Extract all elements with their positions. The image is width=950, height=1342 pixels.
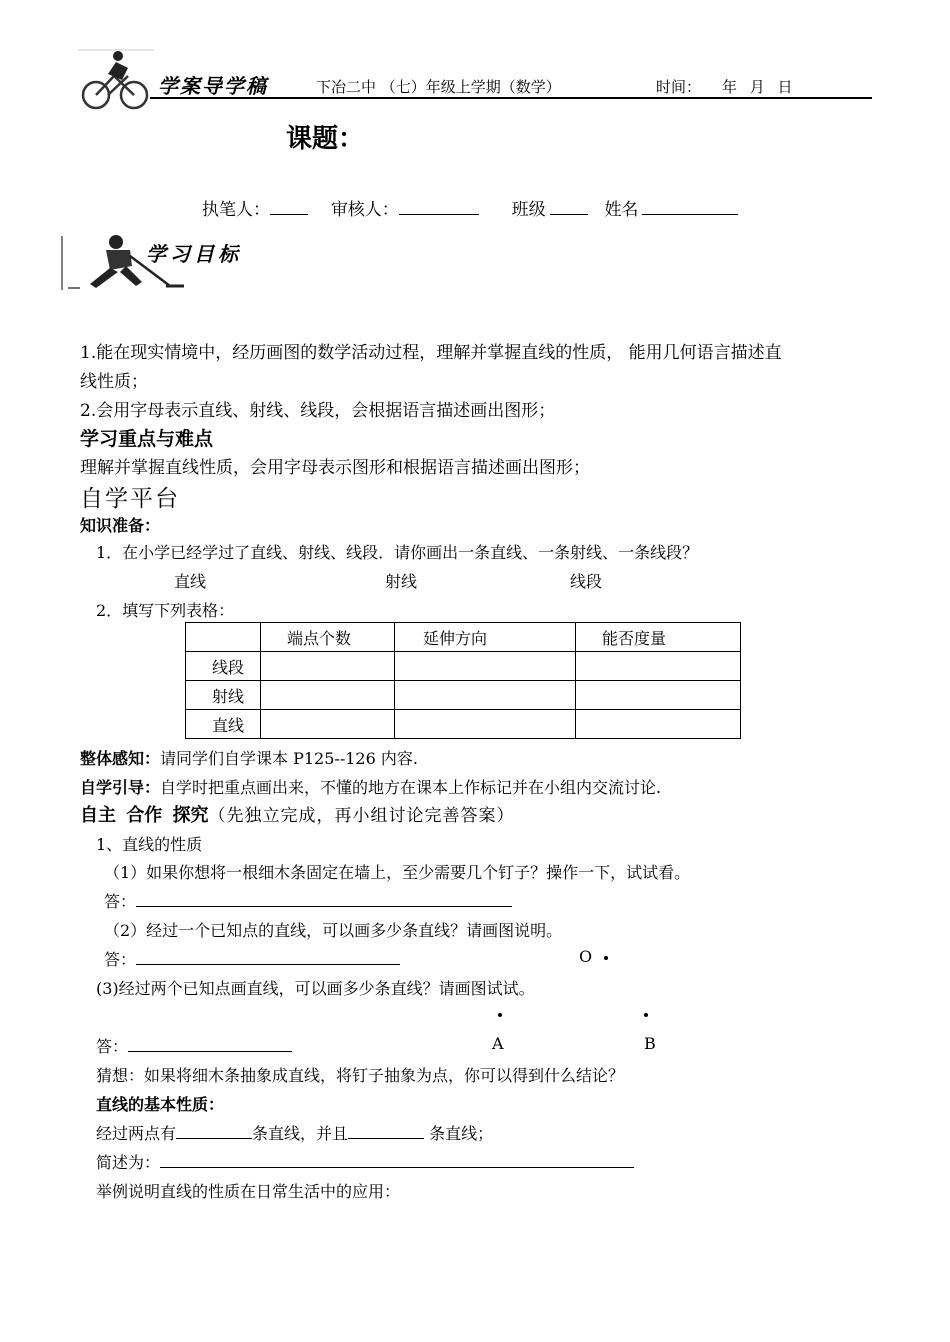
property-blank-1[interactable] (176, 1122, 252, 1139)
prep-question-1: 1．在小学已经学过了直线、射线、线段．请你画出一条直线、一条射线、一条线段？ (96, 543, 699, 562)
writer-blank[interactable] (270, 198, 308, 215)
reviewer-label: 审核人： (330, 200, 399, 220)
answer-label: 答： (104, 950, 137, 969)
brand-title: 学案导学稿 (158, 74, 268, 98)
table-cell[interactable] (576, 710, 741, 739)
guide-label: 自学引导： (80, 778, 161, 797)
explore-q3: (3)经过两个已知点画直线，可以画多少条直线？请画图试试。 (96, 979, 535, 998)
label-segment: 线段 (570, 572, 603, 591)
point-b-dot (644, 1013, 648, 1017)
writer-label: 执笔人： (202, 200, 270, 220)
answer-1 (104, 889, 512, 912)
prep-heading: 知识准备： (80, 516, 161, 535)
explore-heading: 自主 合作 探究 (80, 805, 209, 826)
table-header-row (186, 623, 741, 652)
fill-table (185, 622, 741, 739)
school-info: 下冶二中 （七）年级上学期（数学） (316, 78, 561, 96)
explore-q2: （2）经过一个已知点的直线，可以画多少条直线？请画图说明。 (104, 921, 563, 940)
authors-line (202, 195, 738, 220)
property-part3: 条直线； (424, 1124, 494, 1143)
point-o-label: O (579, 947, 593, 966)
table-header-cell: 能否度量 (576, 623, 741, 652)
point-a-label: A (492, 1034, 504, 1053)
row-label: 直线 (186, 710, 261, 739)
class-label: 班级 (511, 200, 546, 220)
answer-1-blank[interactable] (136, 890, 512, 907)
point-a-dot (498, 1013, 502, 1017)
answer-2-blank[interactable] (136, 948, 400, 965)
reviewer-blank[interactable] (399, 198, 479, 215)
brief-line (96, 1150, 634, 1173)
overall-label: 整体感知： (80, 749, 161, 768)
key-points-heading: 学习重点与难点 (80, 428, 214, 450)
answer-3 (96, 1034, 292, 1057)
name-blank[interactable] (642, 198, 738, 215)
page-title: 课题： (286, 124, 365, 154)
cyclist-logo (78, 48, 154, 112)
guide-text: 自学时把重点画出来，不懂的地方在课本上作标记并在小组内交流讨论. (160, 778, 662, 797)
date-label: 年 月 日 (722, 78, 793, 96)
table-cell[interactable] (395, 710, 576, 739)
prep-question-2: 2．填写下列表格： (96, 601, 235, 620)
table-cell[interactable] (395, 681, 576, 710)
point-o-dot (604, 956, 608, 960)
answer-2 (104, 947, 400, 970)
table-row (186, 710, 741, 739)
answer-label: 答： (96, 1037, 129, 1056)
example-prompt: 举例说明直线的性质在日常生活中的应用： (96, 1182, 401, 1201)
table-cell[interactable] (395, 652, 576, 681)
table-header-cell (186, 623, 261, 652)
label-line: 直线 (174, 572, 207, 591)
objective-2: 2.会用字母表示直线、射线、线段，会根据语言描述画出图形； (80, 401, 556, 421)
name-label: 姓名 (604, 200, 639, 220)
table-row (186, 681, 741, 710)
brief-blank[interactable] (160, 1151, 634, 1168)
conjecture: 猜想：如果将细木条抽象成直线，将钉子抽象为点，你可以得到什么结论？ (96, 1066, 625, 1085)
guide-line (80, 775, 661, 798)
table-cell[interactable] (576, 652, 741, 681)
answer-3-blank[interactable] (128, 1035, 292, 1052)
table-row (186, 652, 741, 681)
property-heading: 直线的基本性质： (96, 1095, 225, 1114)
table-cell[interactable] (261, 710, 395, 739)
row-label: 线段 (186, 652, 261, 681)
point-b-label: B (644, 1034, 656, 1053)
property-part2: 条直线，并且 (252, 1124, 349, 1143)
overall-line (80, 746, 418, 769)
header-rule (150, 97, 872, 99)
table-header-cell: 延伸方向 (395, 623, 576, 652)
explore-heading-line (80, 801, 515, 827)
table-cell[interactable] (261, 652, 395, 681)
objectives-banner: 学习目标 (146, 242, 242, 266)
objective-1-line2: 线性质； (80, 372, 148, 392)
table-cell[interactable] (261, 681, 395, 710)
property-blank-2[interactable] (348, 1122, 424, 1139)
class-blank[interactable] (550, 198, 588, 215)
label-ray: 射线 (385, 572, 418, 591)
section-1-title: 1、直线的性质 (96, 835, 203, 854)
explore-q1: （1）如果你想将一根细木条固定在墙上，至少需要几个钉子？操作一下，试试看。 (104, 863, 691, 882)
key-points-text: 理解并掌握直线性质，会用字母表示图形和根据语言描述画出图形； (80, 458, 590, 478)
property-line (96, 1121, 493, 1144)
self-study-heading: 自学平台 (80, 486, 180, 512)
time-label: 时间： (656, 78, 702, 96)
table-header-cell: 端点个数 (261, 623, 395, 652)
brief-label: 简述为： (96, 1153, 161, 1172)
objective-1-line1: 1.能在现实情境中，经历画图的数学活动过程，理解并掌握直线的性质， 能用几何语言描述直 (80, 343, 782, 363)
property-part1: 经过两点有 (96, 1124, 177, 1143)
explore-heading-note: （先独立完成，再小组讨论完善答案） (208, 806, 515, 826)
table-cell[interactable] (576, 681, 741, 710)
overall-text: 请同学们自学课本 P125--126 内容. (160, 749, 418, 768)
answer-label: 答： (104, 892, 137, 911)
row-label: 射线 (186, 681, 261, 710)
